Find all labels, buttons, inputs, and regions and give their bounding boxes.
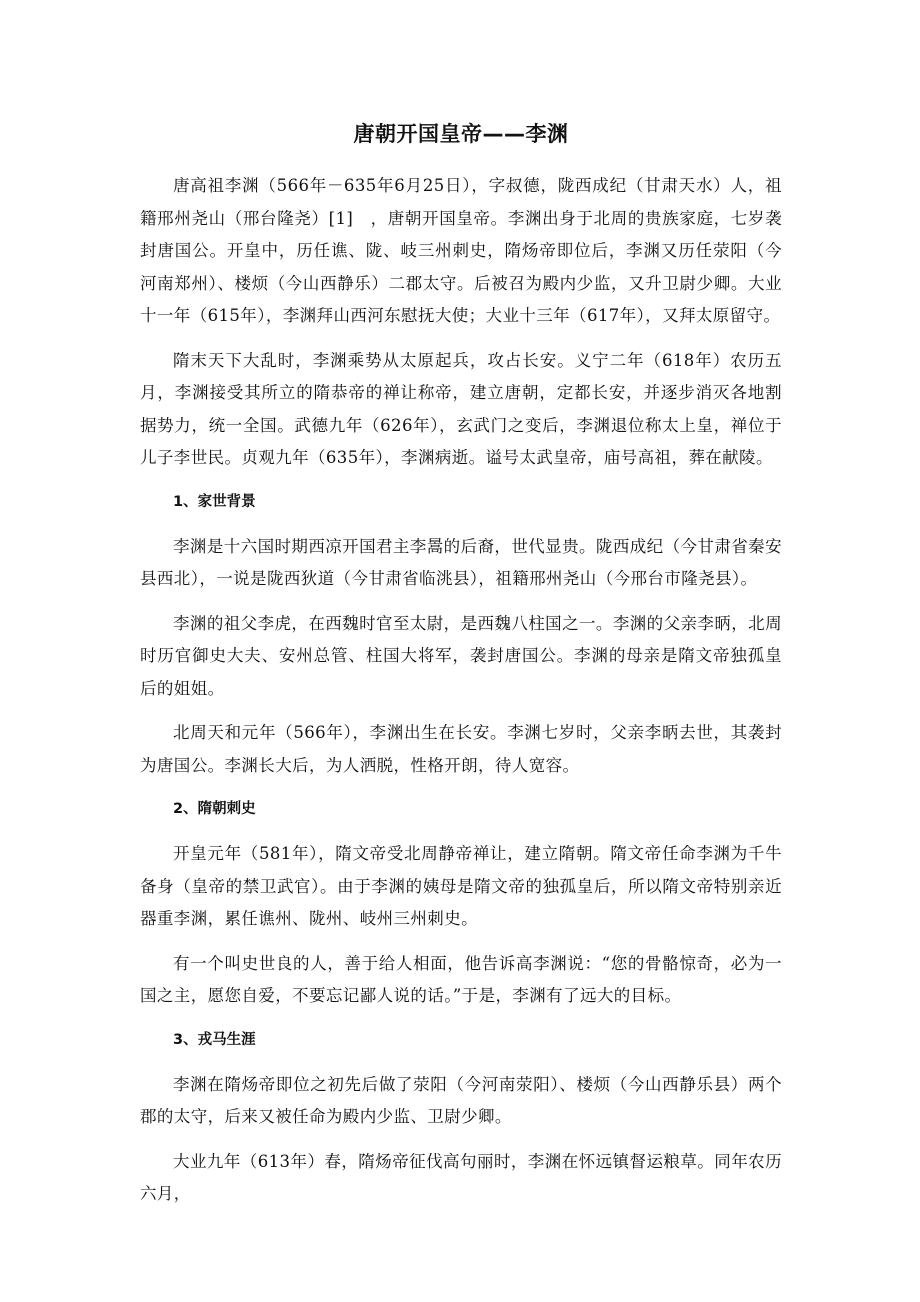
intro-paragraph-2: 隋末天下大乱时，李渊乘势从太原起兵，攻占长安。义宁二年（618年）农历五月，李渊接受其所立的隋恭帝的禅让称帝，建立唐朝，定都长安，并逐步消灭各地割据势力，统一全国。武德九年（626年），玄武门之变后，李渊退位称太上皇，禅位于儿子李世民。贞观九年（635年），李渊病逝。谥号太武皇帝，庙号高祖，葬在献陵。	[140, 350, 782, 467]
military-paragraph-2: 大业九年（613年）春，隋炀帝征伐高句丽时，李渊在怀远镇督运粮草。同年农历六月，	[140, 1151, 782, 1203]
section-heading-military-career: 3、戎马生涯	[173, 1031, 256, 1048]
section-heading-sui-governor: 2、隋朝刺史	[173, 801, 256, 817]
sui-paragraph-2: 有一个叫史世良的人，善于给人相面，他告诉高李渊说：“您的骨骼惊奇，必为一国之主，愿您自爱，不要忘记鄙人说的话。”于是，李渊有了远大的目标。	[140, 953, 782, 1005]
family-paragraph-3: 北周天和元年（566年），李渊出生在长安。李渊七岁时，父亲李昞去世，其袭封为唐国公。李渊长大后，为人洒脱，性格开朗，待人宽容。	[140, 723, 782, 775]
document-title: 唐朝开国皇帝——李渊	[353, 122, 569, 146]
family-paragraph-1: 李渊是十六国时期西凉开国君主李暠的后裔，世代显贵。陇西成纪（今甘肃省秦安县西北），一说是陇西狄道（今甘肃省临洮县），祖籍邢州尧山（今邢台市隆尧县）。	[140, 536, 782, 588]
military-paragraph-1: 李渊在隋炀帝即位之初先后做了荥阳（今河南荥阳）、楼烦（今山西静乐县）两个郡的太守，后来又被任命为殿内少监、卫尉少卿。	[140, 1074, 782, 1126]
document-page	[140, 118, 782, 1223]
family-paragraph-2: 李渊的祖父李虎，在西魏时官至太尉，是西魏八柱国之一。李渊的父亲李昞，北周时历官御史大夫、安州总管、柱国大将军，袭封唐国公。李渊的母亲是隋文帝独孤皇后的姐姐。	[140, 613, 782, 698]
sui-paragraph-1: 开皇元年（581年），隋文帝受北周静帝禅让，建立隋朝。隋文帝任命李渊为千牛备身（皇帝的禁卫武官）。由于李渊的姨母是隋文帝的独孤皇后，所以隋文帝特别亲近器重李渊，累任谯州、陇州、岐州三州刺史。	[140, 844, 782, 928]
section-heading-family-background: 1、家世背景	[173, 493, 256, 510]
intro-paragraph-1: 唐高祖李渊（566年－635年6月25日），字叔德，陇西成纪（甘肃天水）人，祖籍邢州尧山（邢台隆尧）[1] ，唐朝开国皇帝。李渊出身于北周的贵族家庭，七岁袭封唐国公。开皇中，历任谯、陇、岐三州刺史，隋炀帝即位后，李渊又历任荥阳（今河南郑州）、楼烦（今山西静乐）二郡太守。后被召为殿内少监，又升卫尉少卿。大业十一年（615年），李渊拜山西河东慰抚大使；大业十三年（617年），又拜太原留守。	[140, 176, 782, 325]
